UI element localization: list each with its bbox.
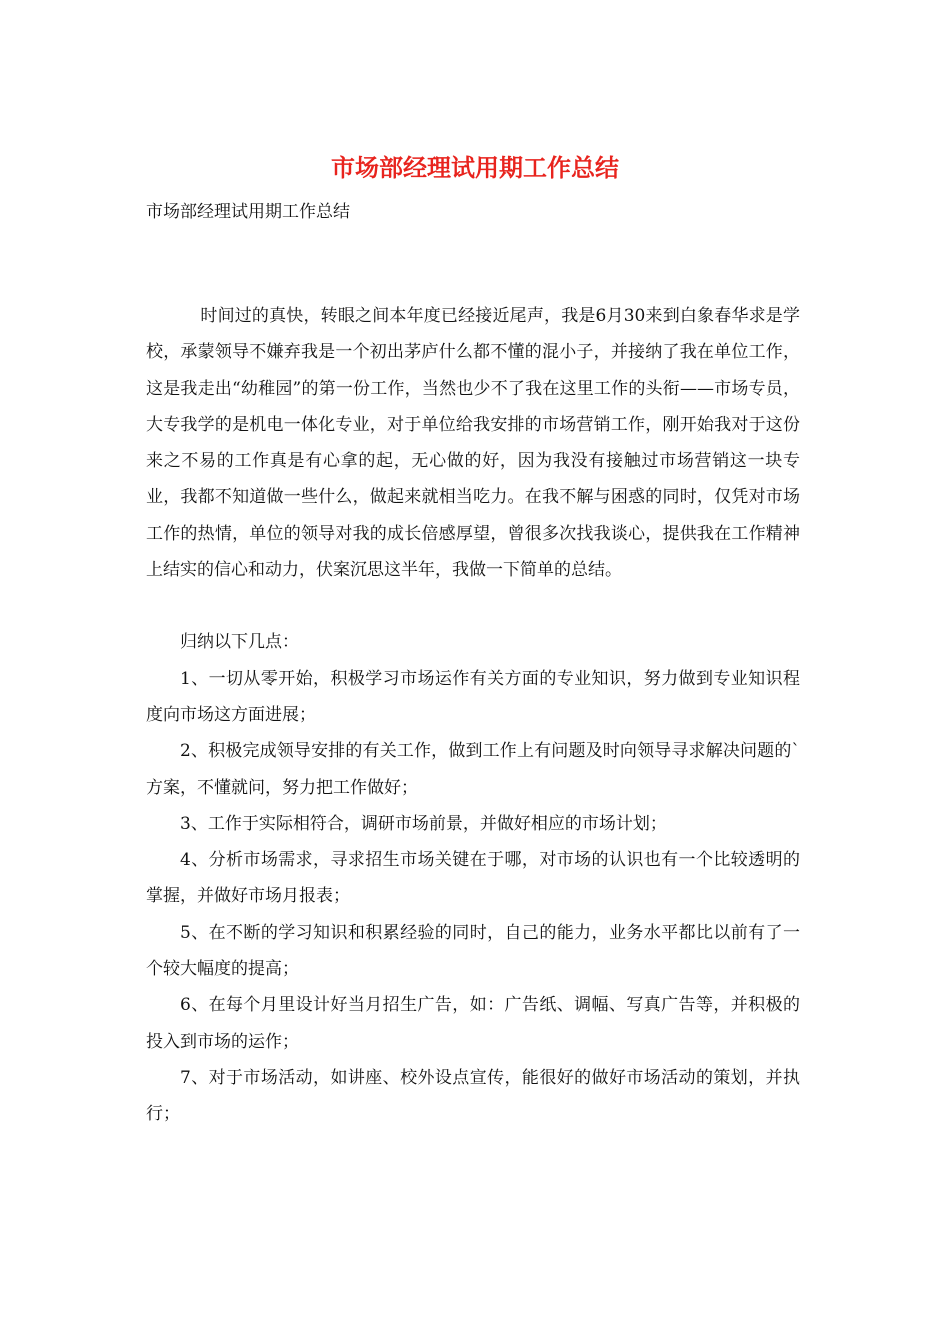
summary-heading: 归纳以下几点： [180,632,299,653]
document-subtitle: 市场部经理试用期工作总结 [146,202,350,222]
summary-point-4: 4、分析市场需求，寻求招生市场关键在于哪，对市场的认识也有一个比较透明的掌握，并做好市场月报表； [146,850,800,907]
summary-point-1: 1、一切从零开始，积极学习市场运作有关方面的专业知识，努力做到专业知识程度向市场这方面进展； [146,668,800,725]
document-body [146,298,800,1133]
summary-point-6: 6、在每个月里设计好当月招生广告，如：广告纸、调幅、写真广告等，并积极的投入到市场的运作； [146,995,800,1052]
paragraph-gap [146,588,800,624]
summary-point-7: 7、对于市场活动，如讲座、校外设点宣传，能很好的做好市场活动的策划，并执行； [146,1067,800,1125]
document-title: 市场部经理试用期工作总结 [331,153,619,182]
intro-paragraph: 时间过的真快，转眼之间本年度已经接近尾声，我是6月30来到白象春华求是学校，承蒙领导不嫌弃我是一个初出茅庐什么都不懂的混小子，并接纳了我在单位工作，这是我走出“幼稚园”的第一份工作，当然也少不了我在这里工作的头衔——市场专员，大专我学的是机电一体化专业，对于单位给我安排的市场营销工作，刚开始我对于这份来之不易的工作真是有心拿的起，无心做的好，因为我没有接触过市场营销这一块专业，我都不知道做一些什么，做起来就相当吃力。在我不解与困惑的同时，仅凭对市场工作的热情，单位的领导对我的成长倍感厚望，曾很多次找我谈心，提供我在工作精神上结实的信心和动力，伏案沉思这半年，我做一下简单的总结。 [146,306,800,581]
summary-point-5: 5、在不断的学习知识和积累经验的同时，自己的能力，业务水平都比以前有了一个较大幅度的提高； [146,922,800,980]
summary-point-2: 2、积极完成领导安排的有关工作，做到工作上有问题及时向领导寻求解决问题的`方案，不懂就问，努力把工作做好； [146,741,800,798]
summary-point-3: 3、工作于实际相符合，调研市场前景，并做好相应的市场计划； [180,813,667,834]
